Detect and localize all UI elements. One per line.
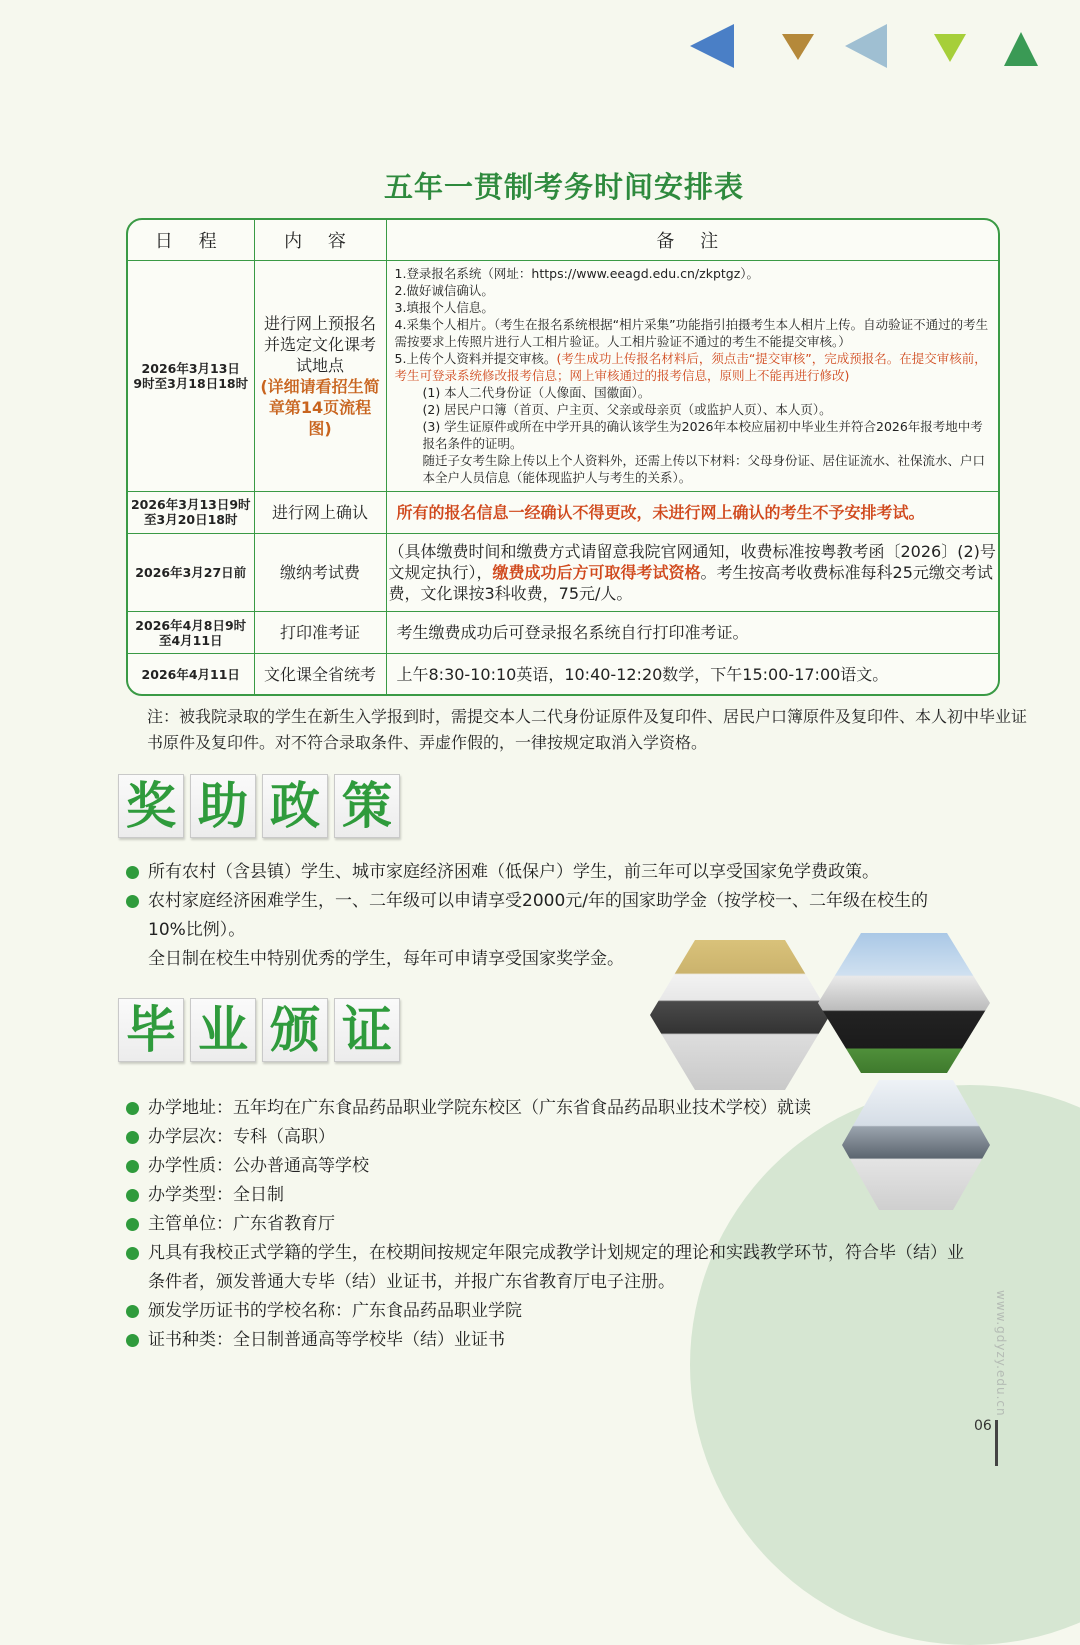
row-content: 缴纳考试费 xyxy=(254,533,386,611)
note-line: 1.登录报名系统（网址：https://www.eeagd.edu.cn/zkptgz）。 xyxy=(394,266,760,282)
bullet-icon xyxy=(126,895,139,908)
row-note: 所有的报名信息一经确认不得更改，未进行网上确认的考生不予安排考试。 xyxy=(386,491,998,533)
row-date: 2026年4月8日9时 至4月11日 xyxy=(128,612,254,654)
list-item-text: 办学层次：专科（高职） xyxy=(148,1127,335,1147)
heading-char: 奖 xyxy=(118,774,184,838)
list-item-extra: 全日制在校生中特别优秀的学生，每年可申请享受国家奖学金。 xyxy=(148,949,624,969)
list-item-text: 办学地址：五年均在广东食品药品职业学院东校区（广东省食品药品职业技术学校）就读 xyxy=(148,1098,811,1118)
row-date: 2026年3月13日 9时至3月18日18时 xyxy=(128,261,254,492)
table-header-row xyxy=(128,220,998,261)
list-item-text: 所有农村（含县镇）学生、城市家庭经济困难（低保户）学生，前三年可以享受国家免学费政策。 xyxy=(148,862,879,882)
bullet-icon xyxy=(126,1334,139,1347)
bullet-icon xyxy=(126,1305,139,1318)
decor-triangle-brown xyxy=(782,34,814,60)
row-content: 文化课全省统考 xyxy=(254,654,386,694)
row-note: 上午8:30-10:10英语，10:40-12:20数学，下午15:00-17:00语文。 xyxy=(386,654,998,694)
note-line: 2.做好诚信确认。 xyxy=(394,283,494,299)
heading-char: 业 xyxy=(190,998,256,1062)
row-content xyxy=(254,261,386,492)
row-content-text: 进行网上预报名并选定文化课考试地点 xyxy=(263,313,376,375)
bullet-icon xyxy=(126,1189,139,1202)
website-url: www.gdyzy.edu.cn xyxy=(994,1290,1008,1417)
fee-note-a: （具体缴费时间和缴费方式请留意我院官网通知，收费标准按粤教考函〔2026〕(2)号文规定执行）， xyxy=(388,542,996,583)
bullet-icon xyxy=(126,1102,139,1115)
heading-char: 毕 xyxy=(118,998,184,1062)
list-item xyxy=(126,858,936,887)
list-item xyxy=(126,1123,966,1152)
decor-triangle-lime xyxy=(934,34,966,62)
bullet-icon xyxy=(126,866,139,879)
list-item xyxy=(126,1239,968,1297)
decor-triangle-blue xyxy=(690,24,734,68)
table-row xyxy=(128,533,998,611)
graduation-info-list xyxy=(126,1094,966,1355)
list-item xyxy=(126,1210,966,1239)
table-row xyxy=(128,261,998,492)
list-item xyxy=(126,1297,966,1326)
schedule-table xyxy=(126,218,1000,696)
list-item-text: 主管单位：广东省教育厅 xyxy=(148,1214,335,1234)
heading-char: 颁 xyxy=(262,998,328,1062)
section-heading-graduation xyxy=(118,998,400,1062)
subnote: (2) 居民户口簿（首页、户主页、父亲或母亲页（或监护人页）、本人页）。 xyxy=(422,402,832,418)
note5-text: 5.上传个人资料并提交审核。 xyxy=(394,351,557,367)
heading-char: 证 xyxy=(334,998,400,1062)
table-row xyxy=(128,654,998,694)
list-item xyxy=(126,1094,888,1123)
fee-note-red: 缴费成功后方可取得考试资格 xyxy=(492,563,701,583)
page-number: 06 xyxy=(974,1418,992,1434)
list-item xyxy=(126,1181,966,1210)
row-note: 考生缴费成功后可登录报名系统自行打印准考证。 xyxy=(386,612,998,654)
table-row xyxy=(128,612,998,654)
note5-red: (考生成功上传报名材料后，须点击“提交审核”，完成预报名。在提交审核前，考生可登录系统修改报考信息；网上审核通过的报考信息，原则上不能再进行修改) xyxy=(394,351,987,384)
list-item-text: 办学类型：全日制 xyxy=(148,1185,284,1205)
row-note xyxy=(386,533,998,611)
header-content: 内 容 xyxy=(254,220,386,261)
heading-char: 助 xyxy=(190,774,256,838)
list-item xyxy=(126,1326,966,1355)
list-item-text: 凡具有我校正式学籍的学生，在校期间按规定年限完成教学计划规定的理论和实践教学环节，符合毕（结）业条件者，颁发普通大专毕（结）业证书，并报广东省教育厅电子注册。 xyxy=(148,1243,964,1292)
page-number-bar xyxy=(995,1420,998,1466)
header-notes: 备 注 xyxy=(386,220,998,261)
list-item-text: 证书种类：全日制普通高等学校毕（结）业证书 xyxy=(148,1330,505,1350)
section-heading-aid-policy xyxy=(118,774,400,838)
admission-footnote: 注：被我院录取的学生在新生入学报到时，需提交本人二代身份证原件及复印件、居民户口簿原件及复印件、本人初中毕业证书原件及复印件。对不符合录取条件、弄虚作假的，一律按规定取消入学资格。 xyxy=(147,707,1028,752)
list-item-text: 颁发学历证书的学校名称：广东食品药品职业学院 xyxy=(148,1301,522,1321)
row-date: 2026年3月27日前 xyxy=(128,533,254,611)
table-row xyxy=(128,491,998,533)
bullet-icon xyxy=(126,1247,139,1260)
heading-char: 政 xyxy=(262,774,328,838)
row-content: 打印准考证 xyxy=(254,612,386,654)
list-item-text: 办学性质：公办普通高等学校 xyxy=(148,1156,369,1176)
page-title: 五年一贯制考务时间安排表 xyxy=(383,170,744,204)
bullet-icon xyxy=(126,1160,139,1173)
subnote: (3) 学生证原件或所在中学开具的确认该学生为2026年本校应届初中毕业生并符合2026年报考地中考报名条件的证明。 xyxy=(422,419,983,452)
row-content: 进行网上确认 xyxy=(254,491,386,533)
note-line-5 xyxy=(395,350,991,384)
decor-triangle-green xyxy=(1004,32,1038,66)
bullet-icon xyxy=(126,1131,139,1144)
aid-policy-list xyxy=(126,858,936,974)
row-date: 2026年4月11日 xyxy=(128,654,254,694)
note-line: 4.采集个人相片。（考生在报名系统根据“相片采集”功能指引拍摄考生本人相片上传。自动验证不通过的考生需按要求上传照片进行人工相片验证。人工相片验证不通过的考生不能提交审核。） xyxy=(394,317,989,350)
heading-char: 策 xyxy=(334,774,400,838)
row-content-red: (详细请看招生简章第14页流程图) xyxy=(260,376,380,438)
decor-triangle-lightblue xyxy=(845,24,887,68)
list-item-text: 农村家庭经济困难学生，一、二年级可以申请享受2000元/年的国家助学金（按学校一、二年级在校生的10%比例）。 xyxy=(148,891,928,940)
list-item xyxy=(126,887,928,945)
row-notes xyxy=(386,261,998,492)
row-date: 2026年3月13日9时 至3月20日18时 xyxy=(128,491,254,533)
subnote: 随迁子女考生除上传以上个人资料外，还需上传以下材料：父母身份证、居住证流水、社保流水、户口本全户人员信息（能体现监护人与考生的关系）。 xyxy=(422,453,986,486)
header-date: 日 程 xyxy=(128,220,254,261)
bullet-icon xyxy=(126,1218,139,1231)
list-item xyxy=(126,1152,966,1181)
note-line: 3.填报个人信息。 xyxy=(394,300,494,316)
fee-note-b: 。考生按高考收费标准每科25元缴交考试费，文化课按3科收费，75元/人。 xyxy=(388,563,993,604)
subnote: (1) 本人二代身份证（人像面、国徽面）。 xyxy=(422,385,651,401)
